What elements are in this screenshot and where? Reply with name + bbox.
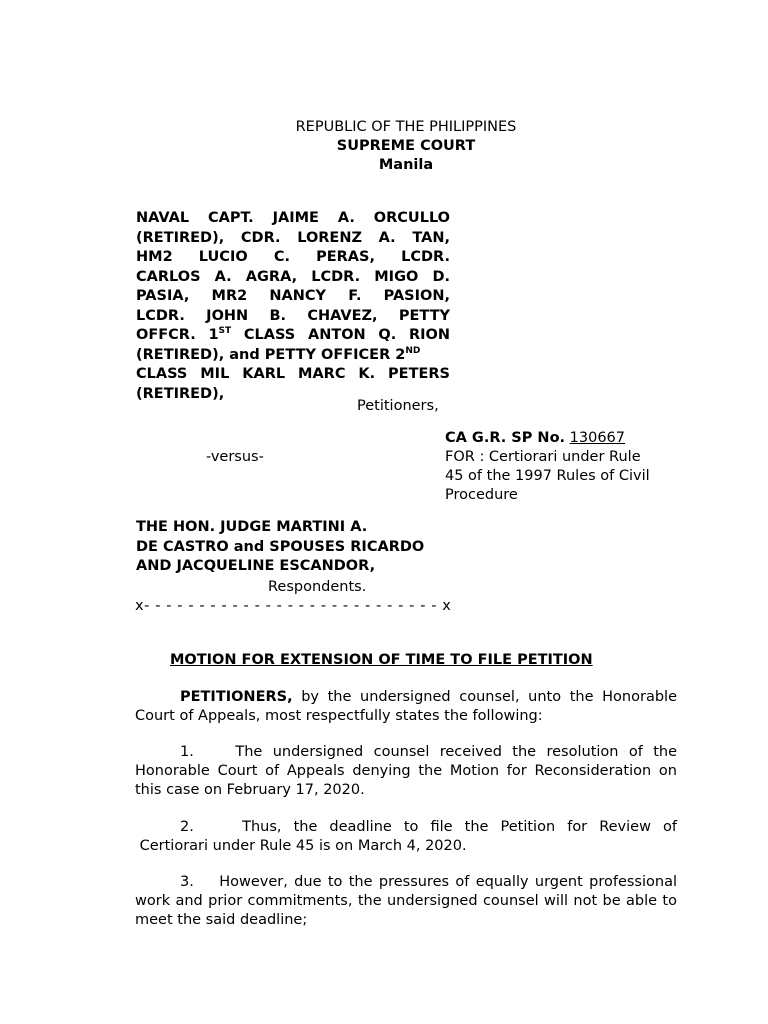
petitioners-line: PASIA, MR2 NANCY F. PASION, — [136, 288, 450, 304]
petitioners-text: CLASS ANTON Q. RION — [231, 327, 450, 343]
petitioners-caption — [136, 209, 450, 404]
petitioners-line: HM2 LUCIO C. PERAS, LCDR. — [136, 249, 450, 265]
respondents-caption — [136, 518, 476, 577]
case-for-line: 45 of the 1997 Rules of Civil — [445, 468, 650, 484]
city-heading: Manila — [378, 157, 434, 173]
court-heading: SUPREME COURT — [336, 138, 476, 154]
petitioners-line: LCDR. JOHN B. CHAVEZ, PETTY — [136, 307, 450, 324]
intro-paragraph — [135, 688, 677, 726]
petitioners-line: CARLOS A. AGRA, LCDR. MIGO D. — [136, 268, 450, 285]
ordinal-suffix: ST — [218, 326, 232, 337]
case-number-value: 130667 — [569, 430, 626, 446]
republic-heading: REPUBLIC OF THE PHILIPPINES — [295, 119, 517, 135]
paragraph-1: 1. The undersigned counsel received the resolution of the Honorable Court of Appeals denying the Motion for Reconsideration on this case on February 17, 2020. — [135, 744, 677, 798]
caption-separator: x- - - - - - - - - - - - - - - - - - - - - - - - - - - x — [135, 598, 452, 614]
case-number — [445, 429, 625, 448]
petitioners-label: Petitioners, — [357, 398, 439, 414]
versus-label: -versus- — [206, 449, 264, 465]
case-for-line: FOR : Certiorari under Rule — [445, 449, 641, 465]
ordinal-suffix: ND — [405, 345, 421, 356]
respondents-line: AND JACQUELINE ESCANDOR, — [136, 558, 376, 574]
petitioners-line: (RETIRED), — [136, 385, 225, 402]
case-number-label: CA G.R. SP No. — [445, 430, 566, 446]
petitioners-line — [136, 346, 450, 366]
paragraph-2-line: Certiorari under Rule 45 is on March 4, 2020. — [135, 838, 467, 854]
intro-text: by the undersigned counsel, unto the Honorable Court of Appeals, most respectfully states the following: — [135, 689, 677, 724]
respondents-line: DE CASTRO and SPOUSES RICARDO — [136, 538, 425, 555]
petitioners-line: NAVAL CAPT. JAIME A. ORCULLO — [136, 210, 450, 226]
respondents-line: THE HON. JUDGE MARTINI A. — [136, 519, 368, 535]
petitioners-text: (RETIRED), and PETTY OFFICER 2 — [136, 346, 406, 363]
petitioners-text: OFFCR. 1 — [136, 327, 219, 343]
paragraph-3: 3. However, due to the pressures of equally urgent professional work and prior commitments, the undersigned counsel will not be able to meet the said deadline; — [135, 874, 677, 928]
motion-title: MOTION FOR EXTENSION OF TIME TO FILE PETITION — [170, 652, 593, 668]
petitioners-line — [136, 326, 450, 346]
petitioners-line: (RETIRED), CDR. LORENZ A. TAN, — [136, 229, 450, 246]
case-for-line: Procedure — [445, 487, 518, 503]
paragraph-2-line: 2. Thus, the deadline to file the Petition for Review of — [180, 819, 677, 835]
petitioners-line: CLASS MIL KARL MARC K. PETERS — [136, 366, 450, 382]
respondents-label: Respondents. — [268, 579, 367, 595]
paragraph-2 — [135, 818, 677, 856]
intro-lead: PETITIONERS, — [180, 689, 293, 705]
